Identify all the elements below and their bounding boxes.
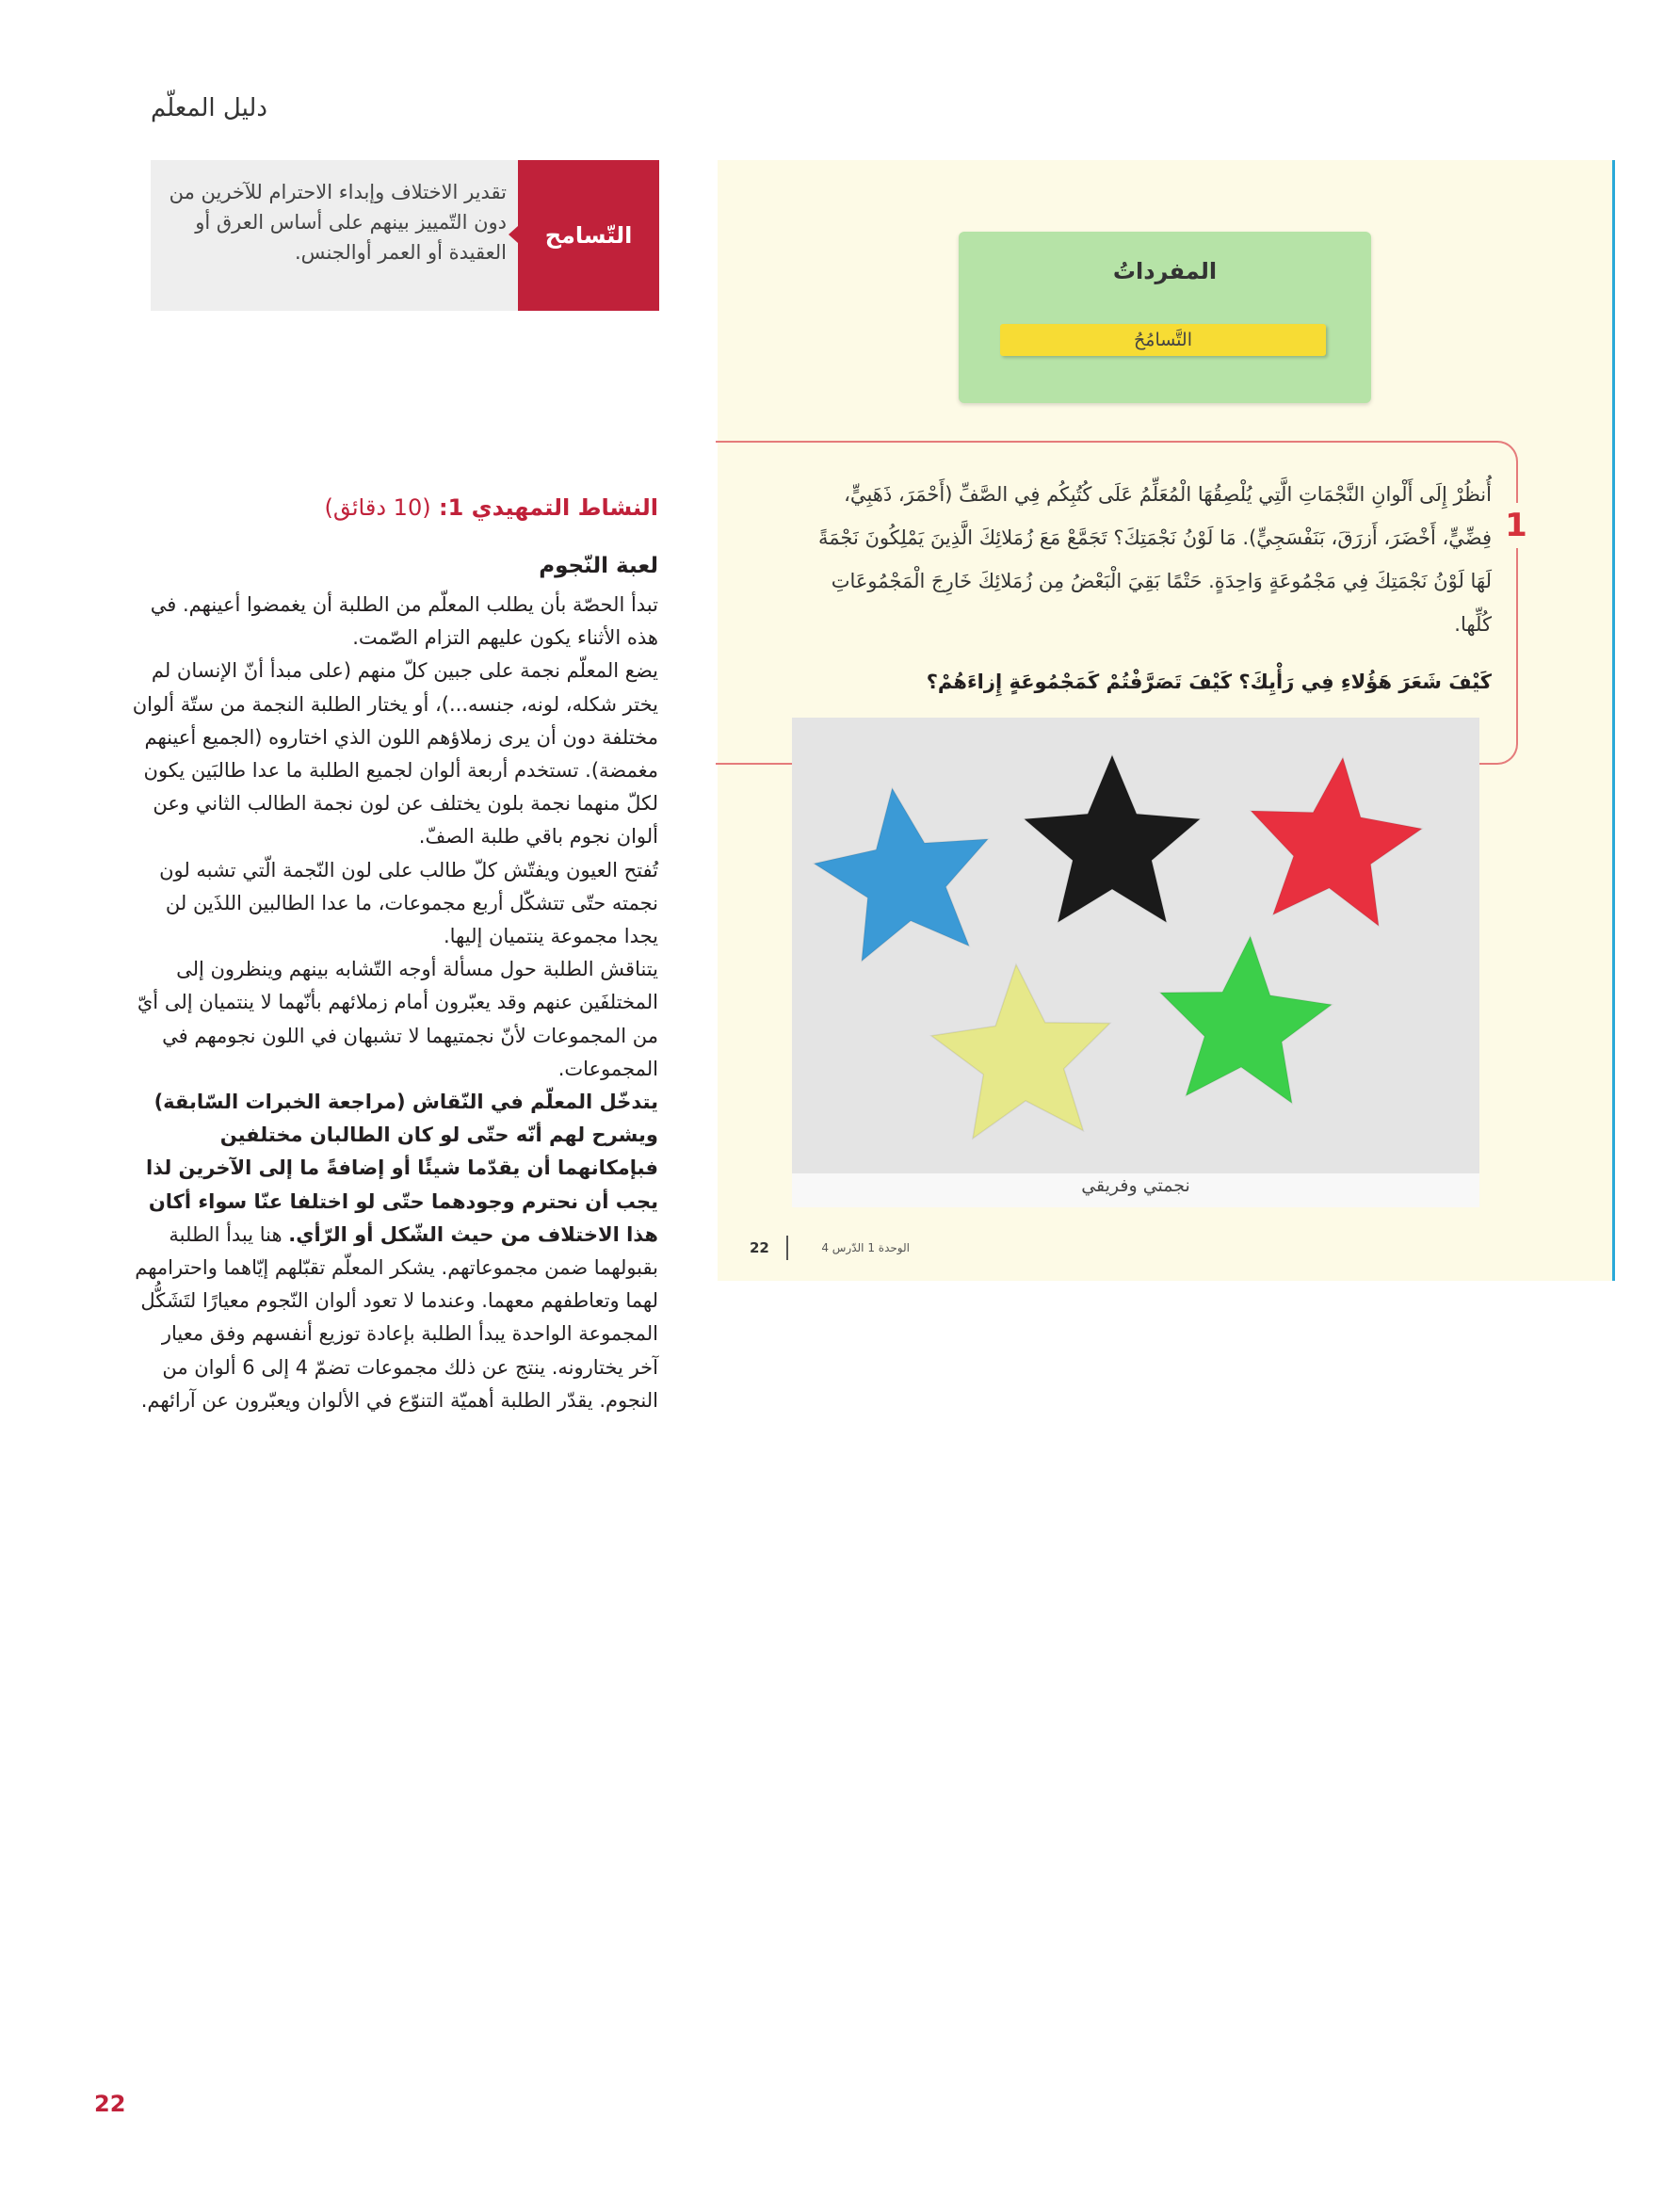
game-title: لعبة النّجوم xyxy=(539,554,658,578)
value-arrow-icon xyxy=(509,226,518,243)
question-bold: كَيْفَ شَعَرَ هَؤُلاءِ فِي رَأْيِكَ؟ كَيْفَ تَصَرَّفْتُمْ كَمَجْمُوعَةٍ إِزاءَهُمْ؟ xyxy=(926,671,1492,693)
red-star-icon xyxy=(1251,758,1422,927)
green-star-icon xyxy=(1160,936,1332,1103)
blue-star-icon xyxy=(815,788,989,962)
stars-photo xyxy=(792,718,1479,1173)
page-number: 22 xyxy=(94,2091,126,2117)
vocab-word: التَّسامُحُ xyxy=(1000,324,1326,356)
black-star-icon xyxy=(1025,755,1200,922)
paragraph-mixed xyxy=(131,1086,658,1417)
vocab-title: المفرداتُ xyxy=(1112,258,1218,284)
footer-divider xyxy=(786,1236,788,1260)
activity-duration: (10 دقائق) xyxy=(324,494,431,521)
plain-text: هنا يبدأ الطلبة بقبولهما ضمن مجموعاتهم. يشكر المعلّم تقبّلهم إيّاهما واحترامهم لهما وتعاطفهم معهما. وعندما لا تعود ألوان النّجوم معيارًا لتَشَكُّل المجموعة الواحدة يبدأ الطلبة بإعادة توزيع أنفسهم وفق معيار آخر يختارونه. ينتج عن ذلك مجموعات تضمّ 4 إلى 6 ألوان من النجوم. يقدّر الطلبة أهميّة التنوّع في الألوان ويعبّرون عن آرائهم. xyxy=(135,1222,658,1412)
stars-illustration xyxy=(792,718,1479,1173)
vocab-box xyxy=(959,232,1371,403)
activity-title xyxy=(131,494,658,521)
value-description: تقدير الاختلاف وإبداء الاحترام للآخرين من دون التّمييز بينهم على أساس العرق أو العقيدة أو العمر أوالجنس. xyxy=(169,181,507,264)
header-title: دليل المعلّم xyxy=(151,94,267,122)
photo-caption: نجمتي وفريقي xyxy=(1081,1175,1190,1196)
bold-text: يتدخّل المعلّم في النّقاش (مراجعة الخبرات السّابقة) ويشرح لهم أنّه حتّى لو كان الطالبان مختلفين فبإمكانهما أن يقدّما شيئًا أو إضافةً ما إلى الآخرين لذا يجب أن نحترم وجودهما حتّى لو اختلفا عنّا سواء أكان هذا الاختلاف من حيث الشّكل أو الرّأي. xyxy=(145,1091,658,1246)
activity-body xyxy=(131,589,658,1417)
activity-title-label: النشاط التمهيدي 1: xyxy=(438,494,658,521)
question-text: أُنظُرْ إِلَى أَلْوانِ النَّجْمَاتِ الَّتِي يُلْصِقُهَا الْمُعَلِّمُ عَلَى كُتُبِكُم فِي الصَّفِّ (أَحْمَرَ، ذَهَبِيٍّ، فِضِّيٍّ، أَخْضَرَ، أَزرَقَ، بَنَفْسَجِيٍّ). مَا لَوْنُ نَجْمَتِكَ؟ تَجَمَّعْ مَعَ زُمَلائِكَ الَّذِينَ يَمْلِكُونَ نَجْمَةً لَهَا لَوْنُ نَجْمَتِكَ فِي مَجْمُوعَةٍ وَاحِدَةٍ. حَتْمًا بَقِيَ الْبَعْضُ مِن زُمَلائِكَ خَارِجَ الْمَجْمُوعَاتِ كُلِّها. xyxy=(817,483,1492,636)
value-label: التّسامح xyxy=(518,160,659,311)
question-number: 1 xyxy=(1502,503,1530,548)
paragraph: يتناقش الطلبة حول مسألة أوجه التّشابه بينهم وينظرون إلى المختلفَين عنهم وقد يعبّرون أمام زملائهم بأنّهما لا ينتميان إلى أيّ من المجموعات لأنّ نجمتيهما لا تشبهان في اللون نجومهم في المجموعات. xyxy=(137,958,658,1080)
paragraph: تُفتح العيون ويفتّش كلّ طالب على لون النّجمة الّتي تشبه لون نجمته حتّى تتشكّل أربع مجموعات، ما عدا الطالبين اللذَين لن يجدا مجموعة ينتميان إليها. xyxy=(159,858,658,948)
paragraph: يضع المعلّم نجمة على جبين كلّ منهم (على مبدأ أنّ الإنسان لم يختر شكله، لونه، جنسه...)، أو يختار الطلبة النجمة من ستّة ألوان مختلفة دون أن يرى زملاؤهم اللون الذي اختاروه (الجميع أعينهم مغمضة). تستخدم أربعة ألوان لجميع الطلبة ما عدا طالبَين يكون لكلّ منهما نجمة بلون يختلف عن لون نجمة الطالب الثاني وعن ألوان نجوم باقي طلبة الصفّ. xyxy=(132,659,658,849)
paragraph: تبدأ الحصّة بأن يطلب المعلّم من الطلبة أن يغمضوا أعينهم. في هذه الأثناء يكون عليهم التزام الصّمت. xyxy=(150,593,658,650)
panel-edge xyxy=(1612,160,1615,1281)
footer-text: الوحدة 1 الدّرس 4 xyxy=(821,1241,910,1254)
value-box xyxy=(151,160,659,311)
yellow-star-icon xyxy=(931,964,1110,1139)
footer-page-number: 22 xyxy=(750,1239,769,1256)
